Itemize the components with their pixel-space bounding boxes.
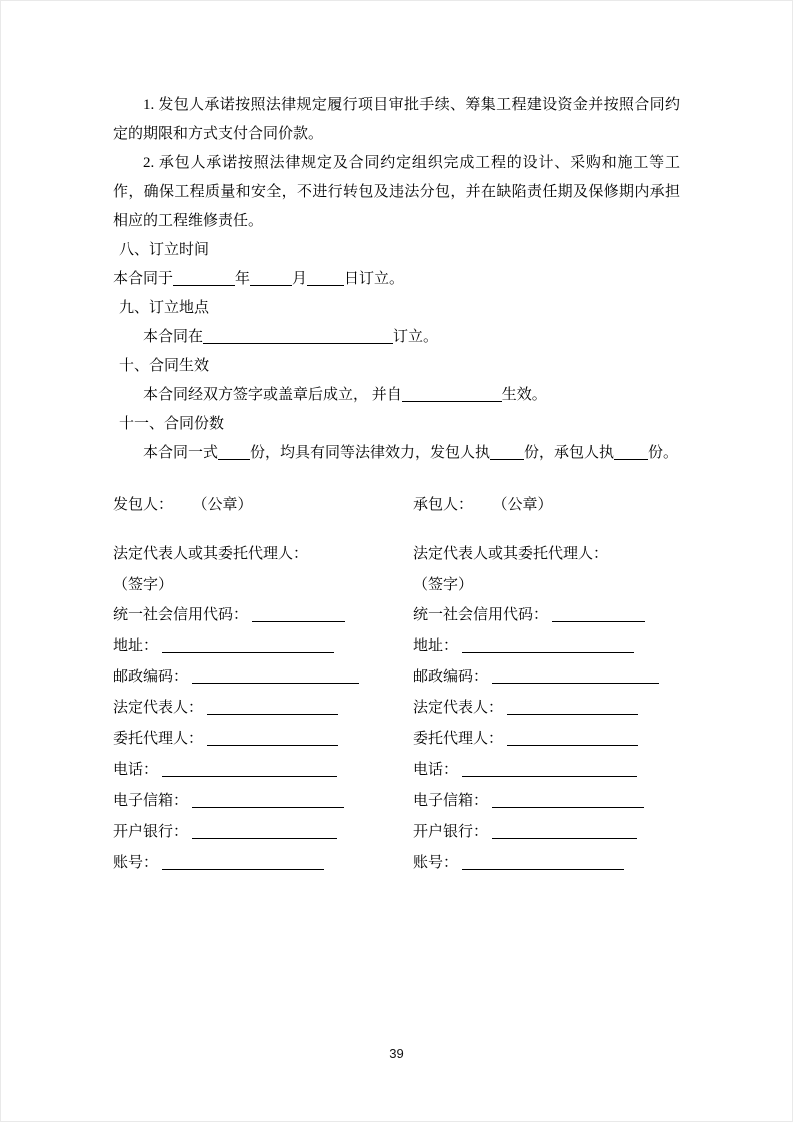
contractor-account-label: 账号： [413,855,459,871]
employer-uscc-label: 统一社会信用代码： [113,607,249,623]
employer-email-label: 电子信箱： [113,793,189,809]
contractor-postcode-blank-line [492,680,659,684]
section-heading-copies: 十一、合同份数 [119,416,225,432]
contractor-phone-label: 电话： [413,762,459,778]
contractor-legal-rep-label: 法定代表人： [413,700,504,716]
copies-text-1: 本合同一式 [143,445,219,461]
contractor-bank-blank-line [492,835,637,839]
employer-email-row [113,786,413,817]
place-blank-line [203,340,393,344]
page-number: 39 [389,1046,404,1061]
contractor-bank-label: 开户银行： [413,824,489,840]
employer-postcode-label: 邮政编码： [113,669,189,685]
contractor-email-blank-line [492,804,644,808]
employer-address-label: 地址： [113,638,159,654]
clause-paragraph-employer: 1. 发包人承诺按照法律规定履行项目审批手续、筹集工程建设资金并按照合同约定的期限和方式支付合同价款。 [113,97,680,142]
day-suffix-text: 日订立。 [344,271,405,287]
section-heading-effect: 十、合同生效 [119,358,210,374]
contractor-uscc-blank-line [552,618,645,622]
contractor-phone-blank-line [462,773,637,777]
employer-legal-rep-blank-line [207,711,338,715]
contractor-email-row [413,786,680,817]
signature-section [113,491,680,879]
contractor-email-label: 电子信箱： [413,793,489,809]
section-heading-time: 八、订立时间 [119,242,210,258]
employer-uscc-blank-line [252,618,345,622]
place-line [113,323,680,352]
employer-uscc-row [113,600,413,631]
employer-agent-label: 委托代理人： [113,731,204,747]
employer-legal-rep-row [113,693,413,724]
employer-postcode-row [113,662,413,693]
year-text: 年 [235,271,251,287]
employer-seal-label: （公章） [200,497,253,513]
contractor-seal-label: （公章） [500,497,553,513]
contractor-copies-blank-line [614,456,648,460]
employer-phone-blank-line [162,773,337,777]
copies-text-2: 份，均具有同等法律效力，发包人执 [250,445,491,461]
contractor-address-label: 地址： [413,638,459,654]
contractor-phone-row [413,755,680,786]
employer-account-label: 账号： [113,855,159,871]
date-line [113,265,680,294]
employer-signature-column [113,491,413,879]
contractor-agent-blank-line [507,742,638,746]
employer-phone-row [113,755,413,786]
contractor-agent-label: 委托代理人： [413,731,504,747]
contractor-postcode-label: 邮政编码： [413,669,489,685]
contractor-party-row [413,491,680,520]
employer-postcode-blank-line [192,680,359,684]
effect-suffix-text: 生效。 [501,387,547,403]
effect-line [113,381,680,410]
effect-blank-line [402,398,502,402]
employer-bank-label: 开户银行： [113,824,189,840]
copies-total-blank-line [218,456,250,460]
employer-phone-label: 电话： [113,762,159,778]
month-text: 月 [292,271,308,287]
copies-text-3: 份，承包人执 [524,445,615,461]
place-prefix-text: 本合同在 [143,329,204,345]
employer-copies-blank-line [490,456,524,460]
contractor-uscc-row [413,600,680,631]
employer-bank-blank-line [192,835,337,839]
contractor-label: 承包人： [413,497,474,513]
contractor-signature-column [413,491,680,879]
employer-representative-label: 法定代表人或其委托代理人： [113,546,309,562]
copies-text-4: 份。 [648,445,679,461]
contractor-address-row [413,631,680,662]
contractor-bank-row [413,817,680,848]
contractor-account-blank-line [462,866,624,870]
contractor-agent-row [413,724,680,755]
day-blank-line [307,282,344,286]
employer-label: 发包人： [113,497,174,513]
section-heading-place: 九、订立地点 [119,300,210,316]
contractor-representative-label: 法定代表人或其委托代理人： [413,546,609,562]
contractor-address-blank-line [462,649,634,653]
year-blank-line [173,282,235,286]
employer-party-row [113,491,413,520]
employer-email-blank-line [192,804,344,808]
employer-agent-row [113,724,413,755]
clause-paragraph-contractor: 2. 承包人承诺按照法律规定及合同约定组织完成工程的设计、采购和施工等工作，确保工程质量和安全，不进行转包及违法分包，并在缺陷责任期及保修期内承担相应的工程维修责任。 [113,155,680,229]
employer-agent-blank-line [207,742,338,746]
employer-address-blank-line [162,649,334,653]
copies-line [113,439,680,468]
employer-account-blank-line [162,866,324,870]
date-prefix-text: 本合同于 [113,271,174,287]
contractor-account-row [413,848,680,879]
month-blank-line [250,282,292,286]
contractor-uscc-label: 统一社会信用代码： [413,607,549,623]
page-content [113,0,680,879]
contractor-sign-label: （签字） [413,577,474,593]
employer-account-row [113,848,413,879]
contractor-postcode-row [413,662,680,693]
employer-legal-rep-label: 法定代表人： [113,700,204,716]
contractor-legal-rep-blank-line [507,711,638,715]
employer-address-row [113,631,413,662]
place-suffix-text: 订立。 [393,329,439,345]
employer-sign-label: （签字） [113,577,174,593]
effect-prefix-text: 本合同经双方签字或盖章后成立， 并自 [143,387,402,403]
contractor-legal-rep-row [413,693,680,724]
employer-bank-row [113,817,413,848]
